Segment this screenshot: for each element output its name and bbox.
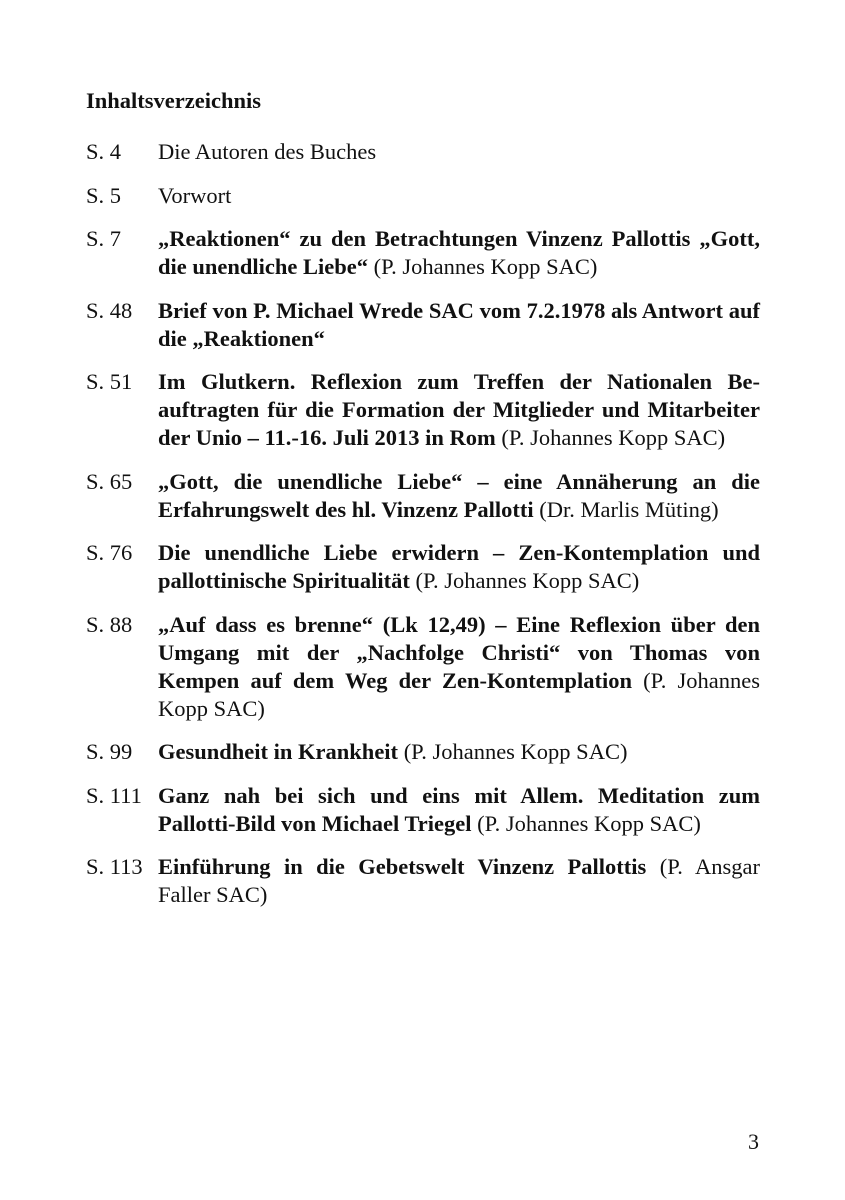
toc-entry [86,225,760,281]
toc-page-ref: S. 88 [86,611,133,637]
toc-title [158,468,760,524]
toc-title [158,738,760,766]
toc-title-bold: Brief von P. Michael Wrede SAC vom 7.2.1978 als Antwort auf die „Reaktionen“ [158,297,760,351]
toc-author: (P. Johannes Kopp SAC) [368,254,598,279]
toc-title [158,539,760,595]
toc-entry [86,297,760,353]
toc-page-ref: S. 7 [86,226,122,251]
toc-author: (P. Johannes Kopp SAC) [158,667,761,721]
toc-page-ref: S. 5 [86,182,122,208]
toc-entry [86,611,760,723]
toc-title-text: Vorwort [158,182,232,208]
toc-page-ref: S. 113 [86,854,143,879]
toc-author: (P. Johannes Kopp SAC) [495,425,726,450]
toc-list [86,138,760,909]
toc-title-bold: „Reaktionen“ zu den Betrachtungen Vinzenz Pallottis „Gott, die unendliche Liebe“ [158,226,760,279]
toc-author: (Dr. Marlis Müting) [533,496,719,522]
toc-page-ref: S. 4 [86,139,122,164]
page-number: 3 [748,1129,759,1154]
toc-title-bold: Die unendliche Liebe erwidern – Zen-Kontemplation und pallottinische Spiritualität [158,540,760,593]
toc-title-bold: Ganz nah bei sich und eins mit Allem. Meditation zum Pallotti-Bild von Michael Triegel [158,782,760,836]
table-of-contents [86,86,760,925]
toc-page-ref: S. 76 [86,540,133,565]
toc-title-bold: „Gott, die unendliche Liebe“ – eine Annäherung an die Erfahrungswelt des hl. Vinzenz Pallotti [158,468,760,522]
toc-author: (P. Johannes Kopp SAC) [409,568,640,593]
toc-title [158,853,760,909]
toc-heading: Inhaltsverzeichnis [86,88,262,113]
toc-title-bold: „Auf dass es brenne“ (Lk 12,49) – Eine Reflexion über den Umgang mit der „Nachfolge Christi“ von Thomas von Kempen auf dem Weg der Zen-Kontemplation [158,611,760,693]
toc-entry [86,738,760,766]
toc-page-ref: S. 48 [86,297,133,323]
toc-title-bold: Gesundheit in Krankheit [158,739,399,764]
toc-page-ref: S. 51 [86,369,133,394]
toc-entry [86,782,760,838]
toc-entry [86,368,760,452]
toc-page-ref: S. 111 [86,782,142,808]
toc-title-bold: Einführung in die Gebetswelt Vinzenz Pallottis [158,854,647,879]
toc-title [158,182,760,210]
toc-title [158,611,760,723]
toc-title [158,138,760,166]
toc-entry [86,539,760,595]
toc-entry [86,853,760,909]
toc-author: (P. Johannes Kopp SAC) [471,810,701,836]
toc-title [158,782,760,838]
toc-entry [86,468,760,524]
toc-title [158,297,760,353]
toc-page-ref: S. 65 [86,468,133,494]
toc-author: (P. Ansgar Faller SAC) [158,854,760,907]
toc-title-bold: Im Glutkern. Reflexion zum Treffen der Nationalen Beauftragten für die Formation der Mitglieder und Mitarbeiter der Unio – 11.-16. Juli 2013 in Rom [158,369,760,450]
toc-title [158,368,760,452]
toc-page-ref: S. 99 [86,739,133,764]
toc-title [158,225,760,281]
toc-title-text: Die Autoren des Buches [158,139,377,164]
toc-entry [86,182,760,210]
toc-entry [86,138,760,166]
toc-author: (P. Johannes Kopp SAC) [398,739,628,764]
